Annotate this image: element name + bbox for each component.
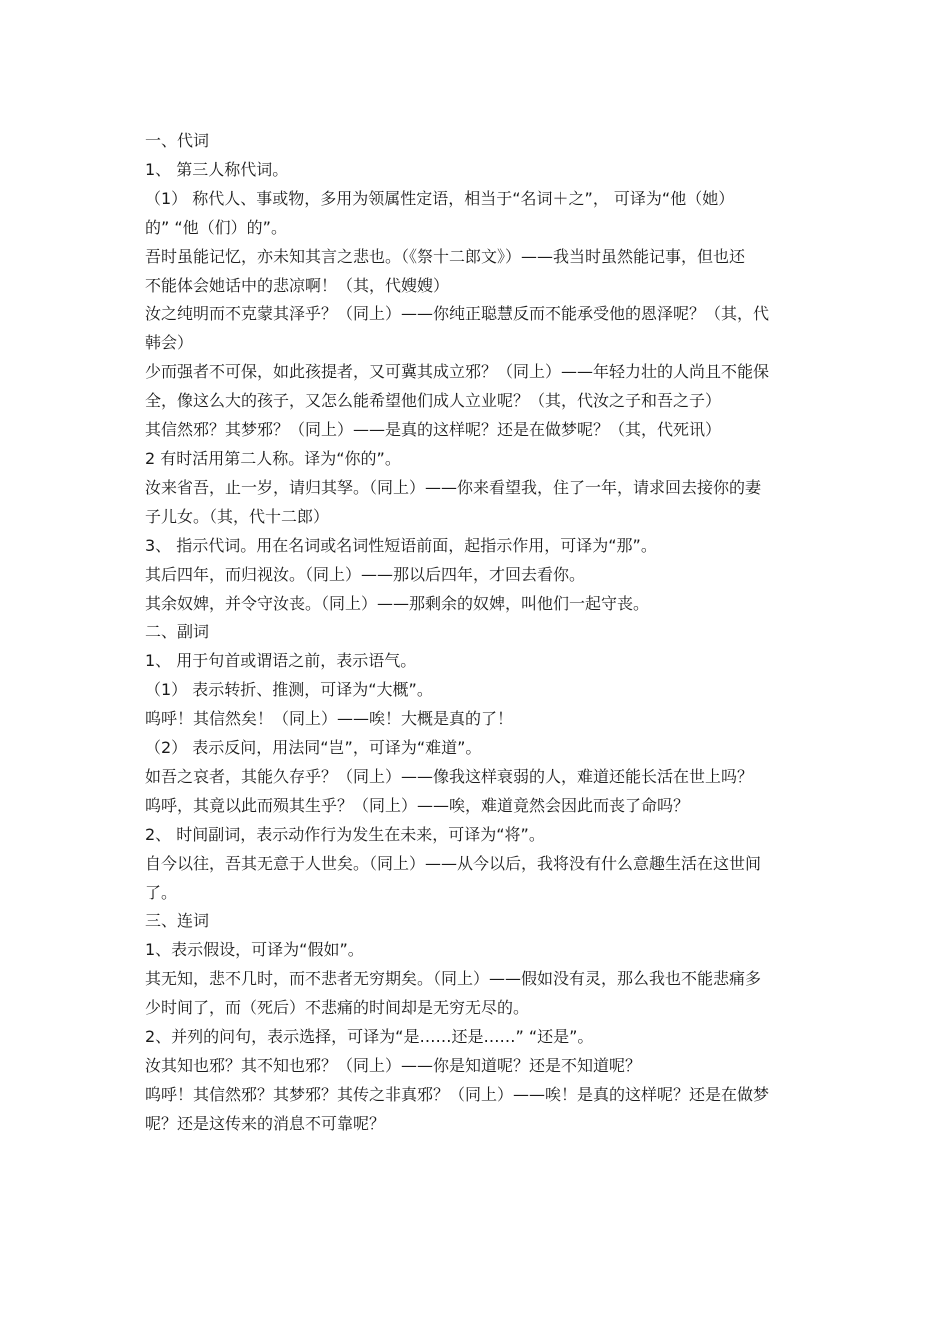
text-line: 少时间了，而（死后）不悲痛的时间却是无穷无尽的。 (145, 998, 530, 1018)
text-line: 韩会） (145, 333, 194, 353)
text-line: 汝来省吾，止一岁，请归其孥。（同上）——你来看望我，住了一年，请求回去接你的妻 (145, 477, 762, 497)
text-line: 的” “他（们）的”。 (145, 217, 287, 237)
text-line: 呜呼！其信然邪？其梦邪？其传之非真邪？（同上）——唉！是真的这样呢？还是在做梦 (145, 1084, 770, 1104)
text-line: 子儿女。（其，代十二郎） (145, 506, 330, 526)
text-line: 一、代词 (145, 131, 210, 150)
document-body (145, 127, 807, 1139)
text-line: 不能体会她话中的悲凉啊！（其，代嫂嫂） (145, 275, 450, 295)
text-line: 2、并列的问句，表示选择，可译为“是……还是……” “还是”。 (145, 1027, 594, 1047)
text-line: 汝之纯明而不克蒙其泽乎？（同上）——你纯正聪慧反而不能承受他的恩泽呢？（其，代 (145, 304, 770, 324)
text-line: （1） 称代人、事或物，多用为领属性定语，相当于“名词＋之”， 可译为“他（她） (145, 188, 735, 208)
text-line: 自今以往，吾其无意于人世矣。（同上）——从今以后，我将没有什么意趣生活在这世间 (145, 853, 762, 873)
text-line: 如吾之哀者，其能久存乎？（同上）——像我这样衰弱的人，难道还能长活在世上吗？ (145, 766, 754, 786)
text-line: 少而强者不可保，如此孩提者，又可冀其成立邪？（同上）——年轻力壮的人尚且不能保 (145, 362, 770, 382)
text-line: 1、 第三人称代词。 (145, 159, 289, 179)
text-line: 1、表示假设，可译为“假如”。 (145, 940, 364, 960)
text-line: （1） 表示转折、推测，可译为“大概”。 (145, 680, 433, 700)
text-line: （2） 表示反问，用法同“岂”，可译为“难道”。 (145, 738, 482, 758)
text-line: 全，像这么大的孩子，又怎么能希望他们成人立业呢？（其，代汝之子和吾之子） (145, 391, 722, 411)
text-line: 呜呼！其信然矣！（同上）——唉！大概是真的了！ (145, 709, 514, 729)
text-line: 三、连词 (145, 911, 210, 931)
text-line: 3、 指示代词。用在名词或名词性短语前面，起指示作用，可译为“那”。 (145, 535, 657, 555)
text-line: 2、 时间副词，表示动作行为发生在未来，可译为“将”。 (145, 824, 545, 844)
text-line: 1、 用于句首或谓语之前，表示语气。 (145, 651, 417, 671)
text-line: 其信然邪？其梦邪？（同上）——是真的这样呢？还是在做梦呢？（其，代死讯） (145, 420, 722, 440)
text-line: 其无知，悲不几时，而不悲者无穷期矣。（同上）——假如没有灵，那么我也不能悲痛多 (145, 969, 762, 989)
text-line: 其余奴婢，并令守汝丧。（同上）——那剩余的奴婢，叫他们一起守丧。 (145, 593, 650, 613)
text-line: 呜呼，其竟以此而殒其生乎？（同上）——唉，难道竟然会因此而丧了命吗？ (145, 795, 690, 815)
text-line: 吾时虽能记忆，亦未知其言之悲也。（《祭十二郎文》）——我当时虽然能记事，但也还 (145, 246, 746, 266)
text-line: 了。 (145, 882, 178, 902)
text-line: 二、副词 (145, 622, 210, 642)
text-line: 其后四年，而归视汝。（同上）——那以后四年，才回去看你。 (145, 564, 586, 584)
text-line: 2 有时活用第二人称。译为“你的”。 (145, 448, 401, 468)
text-line: 呢？还是这传来的消息不可靠呢？ (145, 1113, 386, 1133)
text-line: 汝其知也邪？其不知也邪？（同上）——你是知道呢？还是不知道呢？ (145, 1056, 642, 1075)
